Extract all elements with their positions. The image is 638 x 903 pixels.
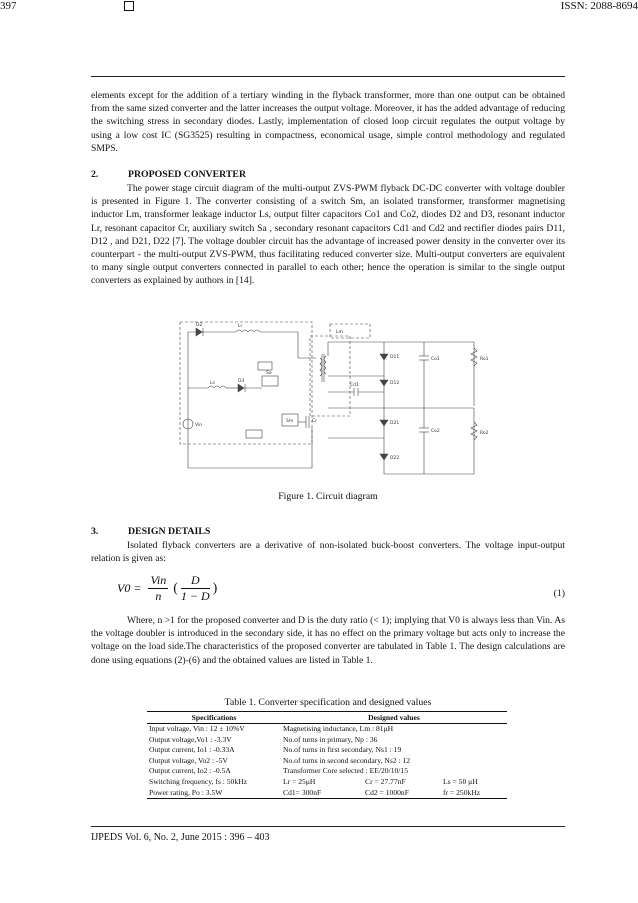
- label-ls: Ls: [210, 381, 215, 386]
- table-cell: No.of turns in second secondary, Ns2 : 12: [283, 755, 411, 765]
- table-cell: fr = 250kHz: [441, 788, 507, 799]
- label-vin: Vin: [195, 423, 203, 428]
- label-d11: D11: [390, 355, 400, 360]
- equation-fraction-2: [181, 573, 210, 604]
- equation-fraction-1: [148, 573, 168, 604]
- section-3-heading: [91, 526, 210, 537]
- fraction-1-denominator: n: [155, 589, 162, 603]
- table-cell: Output current, Io2 : -0.5A: [149, 766, 231, 776]
- sm-gate: [246, 430, 262, 438]
- label-d22: D22: [390, 456, 400, 461]
- d22-diode: [380, 454, 388, 460]
- lr-inductor: [236, 330, 260, 332]
- table-row: [147, 756, 507, 767]
- label-cd1: Cd1: [350, 383, 359, 388]
- section-2-heading: [91, 169, 246, 180]
- open-paren: (: [173, 580, 178, 596]
- label-d2: D2: [196, 323, 203, 328]
- sa-switch: [262, 376, 278, 386]
- label-lm: Lm: [336, 330, 343, 335]
- d11-diode: [380, 354, 388, 360]
- label-d12: D12: [390, 381, 400, 386]
- fraction-2-denominator: 1 − D: [180, 589, 210, 603]
- ls-inductor: [208, 386, 226, 388]
- table-cell: Switching frequency, fs : 50kHz: [149, 776, 247, 786]
- label-d21: D21: [390, 421, 400, 426]
- header-designed-values: Designed values: [281, 712, 507, 724]
- label-sa: Sa: [266, 371, 272, 376]
- section-3-intro: Isolated flyback converters are a derivative of non-isolated buck-boost converters. The voltage input-output relation is given as:: [91, 540, 565, 565]
- table-cell: Lr = 25μH: [283, 776, 316, 786]
- d2-diode: [196, 328, 202, 336]
- table-row: [147, 745, 507, 756]
- table-1-caption: Table 1. Converter specification and designed values: [224, 697, 432, 708]
- journal-footer: IJPEDS Vol. 6, No. 2, June 2015 : 396 – 403: [91, 832, 270, 843]
- fraction-2-numerator: D: [181, 573, 210, 589]
- section-3-title: DESIGN DETAILS: [128, 526, 211, 537]
- figure-1-caption: Figure 1. Circuit diagram: [278, 491, 378, 502]
- table-cell: Power rating, Po : 3.5W: [147, 788, 281, 799]
- table-row: [147, 735, 507, 746]
- table-cell: No.of turns in first secondary, Ns1 : 19: [283, 745, 402, 755]
- footer-rule: [91, 826, 565, 827]
- table-row: [147, 766, 507, 777]
- equation-1: [117, 573, 217, 604]
- table-cell: Transformer Core selected : EE/20/10/15: [283, 766, 408, 776]
- table-cell: Cd1= 300nF: [281, 788, 363, 799]
- label-ro2: Ro2: [480, 431, 489, 436]
- label-d3: D3: [238, 379, 245, 384]
- table-cell: Output voltage, Vo2 : -5V: [149, 755, 228, 765]
- section-2-number: 2.: [91, 169, 99, 180]
- table-1: [147, 711, 507, 799]
- table-header-row: [147, 712, 507, 724]
- d12-diode: [380, 380, 388, 386]
- section-2-body: The power stage circuit diagram of the multi-output ZVS-PWM flyback DC-DC converter with voltage doubler is presented in Figure 1. The converter consisting of a switch Sm, an isolated transformer, transformer magnetising inductor Lm, transformer leakage inductor Ls, output filter capacitors Co1 and Co2, diodes D2 and D3, resonant inductor Lr, resonant capacitor Cr, auxiliary switch Sa , secondary resonant capacitors Cd1 and Cd2 and rectifier diodes pairs D11, D12 , and D21, D22 [7]. The voltage doubler circuit has the advantage of increased power density in the converter over its counterpart - the multi-output ZVS-PWM, thus facilitating reduced converter size. Multi-output converters are equivalent to many single output converters connected in parallel to each other; hence the operation is similar to the single output converters as explained by authors in [14].: [91, 183, 565, 287]
- d3-diode: [238, 384, 244, 392]
- table-cell: Ls = 50 μH: [443, 776, 478, 786]
- section-3-number: 3.: [91, 526, 99, 537]
- square-icon: [124, 1, 134, 11]
- table-row: [147, 777, 507, 788]
- label-ro1: Ro1: [480, 357, 489, 362]
- header-rule: [91, 76, 565, 77]
- circuit-diagram: [178, 318, 490, 480]
- label-lr: Lr: [238, 324, 243, 329]
- issn: ISSN: 2088-8694: [560, 0, 638, 12]
- table-row: [147, 724, 507, 735]
- table-cell: Magnetising inductance, Lm : 81μH: [283, 724, 394, 733]
- table-cell: No.of turns in primary, Np : 36: [283, 734, 378, 744]
- header-specifications: Specifications: [147, 712, 281, 724]
- sa-gate: [258, 362, 272, 370]
- equation-1-number: (1): [553, 588, 565, 599]
- section-3-after-equation: Where, n >1 for the proposed converter and D is the duty ratio (< 1); implying that V0 is always less than Vin. As the voltage doubler is introduced in the secondary side, it has no effect on the primary voltage but acts only to increase the voltage on the load side.The characteristics of the proposed converter are tabulated in Table 1. The design calculations are done using equations (2)-(6) and the obtained values are listed in Table 1.: [91, 615, 565, 666]
- equation-lhs: V0 =: [117, 581, 142, 595]
- page-header: [0, 0, 638, 20]
- label-co1: Co1: [431, 357, 440, 362]
- label-cr: Cr: [312, 419, 317, 424]
- page-number: 397: [0, 0, 17, 12]
- intro-paragraph: elements except for the addition of a tertiary winding in the flyback transformer, more than one output can be obtained from the same sized converter and the latter increases the output voltage. Moreover, it has the added advantage of reducing the switching stress in secondary diodes. Lastly, implementation of closed loop circuit regulates the output voltage by using a low cost IC (SG3525) resulting in compactness, economical usage, simple control methodology and regulated SMPS.: [91, 90, 565, 154]
- section-2-title: PROPOSED CONVERTER: [128, 169, 247, 180]
- close-paren: ): [212, 580, 218, 596]
- table-row: [147, 788, 507, 799]
- table-cell: Output current, Io1 : -0.33A: [149, 745, 235, 755]
- fraction-1-numerator: Vin: [150, 573, 167, 587]
- label-co2: Co2: [431, 429, 440, 434]
- label-sm: Sm: [286, 419, 294, 424]
- table-cell: Cd2 = 1000nF: [363, 788, 441, 799]
- table-cell: Cr = 27.77nF: [365, 776, 406, 786]
- table-cell: Input voltage, Vin : 12 ± 10%V: [149, 724, 245, 733]
- table-cell: Output voltage,Vo1 : -3.3V: [149, 734, 232, 744]
- d21-diode: [380, 420, 388, 426]
